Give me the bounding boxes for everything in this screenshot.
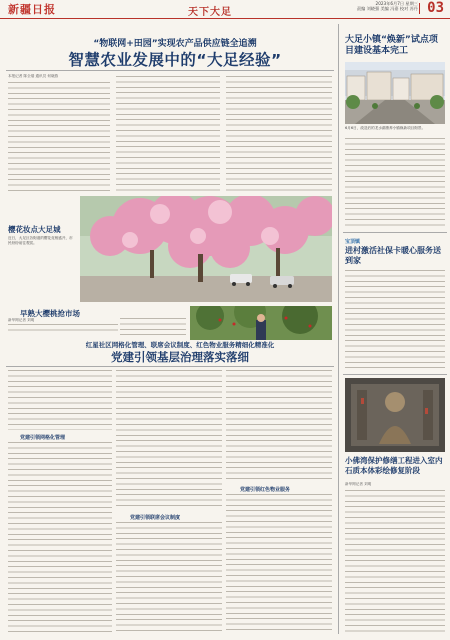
cherry-picking-image — [190, 306, 332, 340]
issue-meta — [308, 1, 418, 11]
right-mid-rule — [343, 232, 447, 233]
right-top-body — [345, 138, 445, 228]
buddha-carving-photo — [345, 378, 445, 452]
cherry-photo-title: 樱花妆点大足城 — [8, 225, 61, 234]
party-subhead-2: 党建引领联席会议制度 — [130, 515, 181, 521]
editors-line: 责编 刘晓强 美编 冯嘉 校对 苏丹 — [356, 6, 418, 11]
early-cherry-body — [8, 324, 118, 334]
right-bottom-body — [345, 490, 445, 632]
early-cherry-byline: 新华网记者 刘明 — [8, 318, 35, 322]
column-divider — [338, 24, 339, 634]
right-bottom-rule — [343, 374, 447, 375]
cherry-blossom-photo — [80, 196, 332, 302]
party-rule — [6, 366, 334, 367]
town-street-image — [345, 62, 445, 124]
early-cherry-body-col2 — [120, 318, 186, 338]
issue-date: 2023年6月7日 星期三 — [375, 1, 418, 6]
lead-body-col2 — [116, 76, 220, 192]
town-photo-caption: 6月6日，改造后的龙水湖康养小镇焕新项目街景。 — [345, 126, 426, 130]
party-body-col2b — [116, 522, 222, 632]
masthead-logo: 新疆日报 — [8, 3, 56, 16]
lead-body-col1 — [8, 82, 110, 192]
party-body-col2a — [116, 370, 222, 510]
party-headline: 党建引领基层治理落实落细 — [111, 350, 249, 364]
lead-body-col3 — [226, 76, 332, 192]
party-kicker: 红星社区网格化管理、联席会议制度、红色物业服务精细化精准化 — [85, 341, 275, 349]
right-mid-body — [345, 270, 445, 370]
lead-byline: 本报记者 陈全瑞 通讯员 何晓燕 — [8, 74, 59, 78]
page-number: 03 — [427, 0, 444, 16]
right-bottom-byline: 新华网记者 刘明 — [345, 482, 372, 486]
right-top-headline: 大足小镇“焕新”试点项目建设基本完工 — [345, 35, 438, 56]
right-mid-tag: 宝顶镇 — [345, 239, 361, 245]
headline-rule — [6, 70, 334, 71]
right-mid-headline: 进村激活社保卡暖心服务送到家 — [345, 246, 441, 265]
town-street-photo — [345, 62, 445, 124]
early-cherry-title: 早熟大樱桃抢市场 — [20, 309, 80, 318]
cherry-blossom-image — [80, 196, 332, 302]
party-body-col3a — [226, 370, 332, 482]
party-body-col1a — [8, 370, 112, 430]
masthead — [0, 0, 450, 19]
lead-headline: 智慧农业发展中的“大足经验” — [68, 51, 282, 69]
party-subhead-1: 党建引领网格化管理 — [20, 435, 66, 441]
right-bottom-headline: 小佛湾保护修缮工程进入室内石质本体彩绘修复阶段 — [345, 456, 443, 475]
lead-kicker: “物联网+田园”实现农产品供应链全追溯 — [93, 39, 257, 49]
section-title: 天下大足 — [188, 7, 232, 18]
party-body-col3b — [226, 494, 332, 632]
party-subhead-3: 党建引领红色物业服务 — [240, 487, 291, 493]
party-body-col1b — [8, 442, 112, 632]
cherry-picking-photo — [190, 306, 332, 340]
page-divider — [419, 3, 420, 14]
buddha-carving-image — [345, 378, 445, 452]
cherry-photo-caption: 近日，大足区各街道的樱花竞相盛开，市民纷纷前往观赏。 — [8, 236, 73, 245]
